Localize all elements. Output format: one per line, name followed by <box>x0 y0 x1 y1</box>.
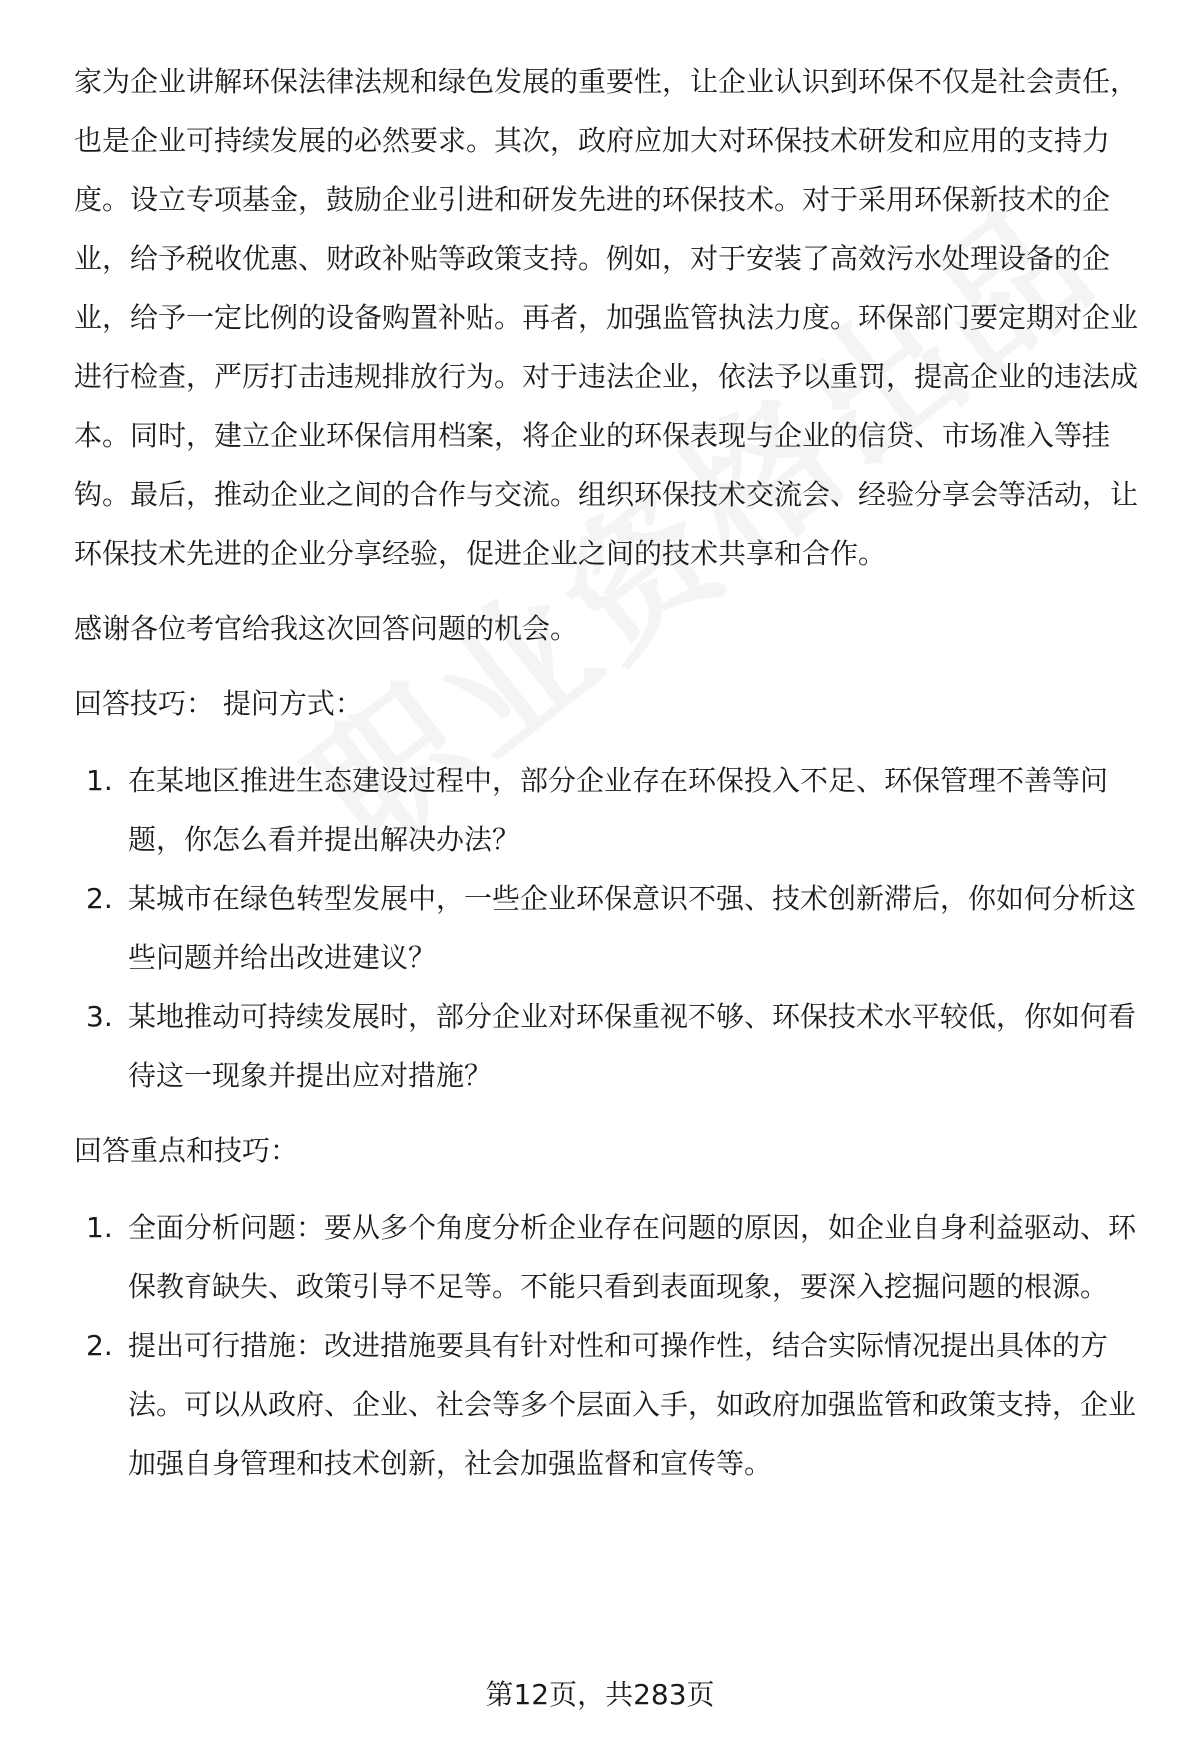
list-item <box>74 751 1146 869</box>
list-item-text: 全面分析问题：要从多个角度分析企业存在问题的原因，如企业自身利益驱动、环保教育缺失、政策引导不足等。不能只看到表面现象，要深入挖掘问题的根源。 <box>128 1211 1137 1303</box>
list-number: 1. <box>86 1211 113 1244</box>
thanks-line: 感谢各位考官给我这次回答问题的机会。 <box>74 612 579 645</box>
list-item <box>74 1198 1146 1316</box>
list-item <box>74 1316 1146 1493</box>
intro-paragraph: 家为企业讲解环保法律法规和绿色发展的重要性，让企业认识到环保不仅是社会责任，也是企业可持续发展的必然要求。其次，政府应加大对环保技术研发和应用的支持力度。设立专项基金，鼓励企业引进和研发先进的环保技术。对于采用环保新技术的企业，给予税收优惠、财政补贴等政策支持。例如，对于安装了高效污水处理设备的企业，给予一定比例的设备购置补贴。再者，加强监管执法力度。环保部门要定期对企业进行检查，严厉打击违规排放行为。对于违法企业，依法予以重罚，提高企业的违法成本。同时，建立企业环保信用档案，将企业的环保表现与企业的信贷、市场准入等挂钩。最后，推动企业之间的合作与交流。组织环保技术交流会、经验分享会等活动，让环保技术先进的企业分享经验，促进企业之间的技术共享和合作。 <box>74 65 1139 570</box>
list-number: 2. <box>86 1329 113 1362</box>
list-number: 3. <box>86 1000 113 1033</box>
page-number-footer: 第12页，共283页 <box>485 1678 715 1711</box>
list-item <box>74 987 1146 1105</box>
list-item-text: 某地推动可持续发展时，部分企业对环保重视不够、环保技术水平较低，你如何看待这一现象并提出应对措施？ <box>128 1000 1137 1092</box>
list-number: 2. <box>86 882 113 915</box>
tips-list <box>74 1198 1146 1493</box>
question-heading: 回答技巧： 提问方式： <box>74 687 363 720</box>
list-item-text: 某城市在绿色转型发展中，一些企业环保意识不强、技术创新滞后，你如何分析这些问题并给出改进建议？ <box>128 882 1137 974</box>
list-item-text: 在某地区推进生态建设过程中，部分企业存在环保投入不足、环保管理不善等问题，你怎么看并提出解决办法？ <box>128 764 1109 856</box>
list-item <box>74 869 1146 987</box>
list-number: 1. <box>86 764 113 797</box>
tips-heading: 回答重点和技巧： <box>74 1134 299 1167</box>
question-list <box>74 751 1146 1105</box>
document-body <box>74 52 1146 1509</box>
list-item-text: 提出可行措施：改进措施要具有针对性和可操作性，结合实际情况提出具体的方法。可以从政府、企业、社会等多个层面入手，如政府加强监管和政策支持，企业加强自身管理和技术创新，社会加强监督和宣传等。 <box>128 1329 1137 1480</box>
